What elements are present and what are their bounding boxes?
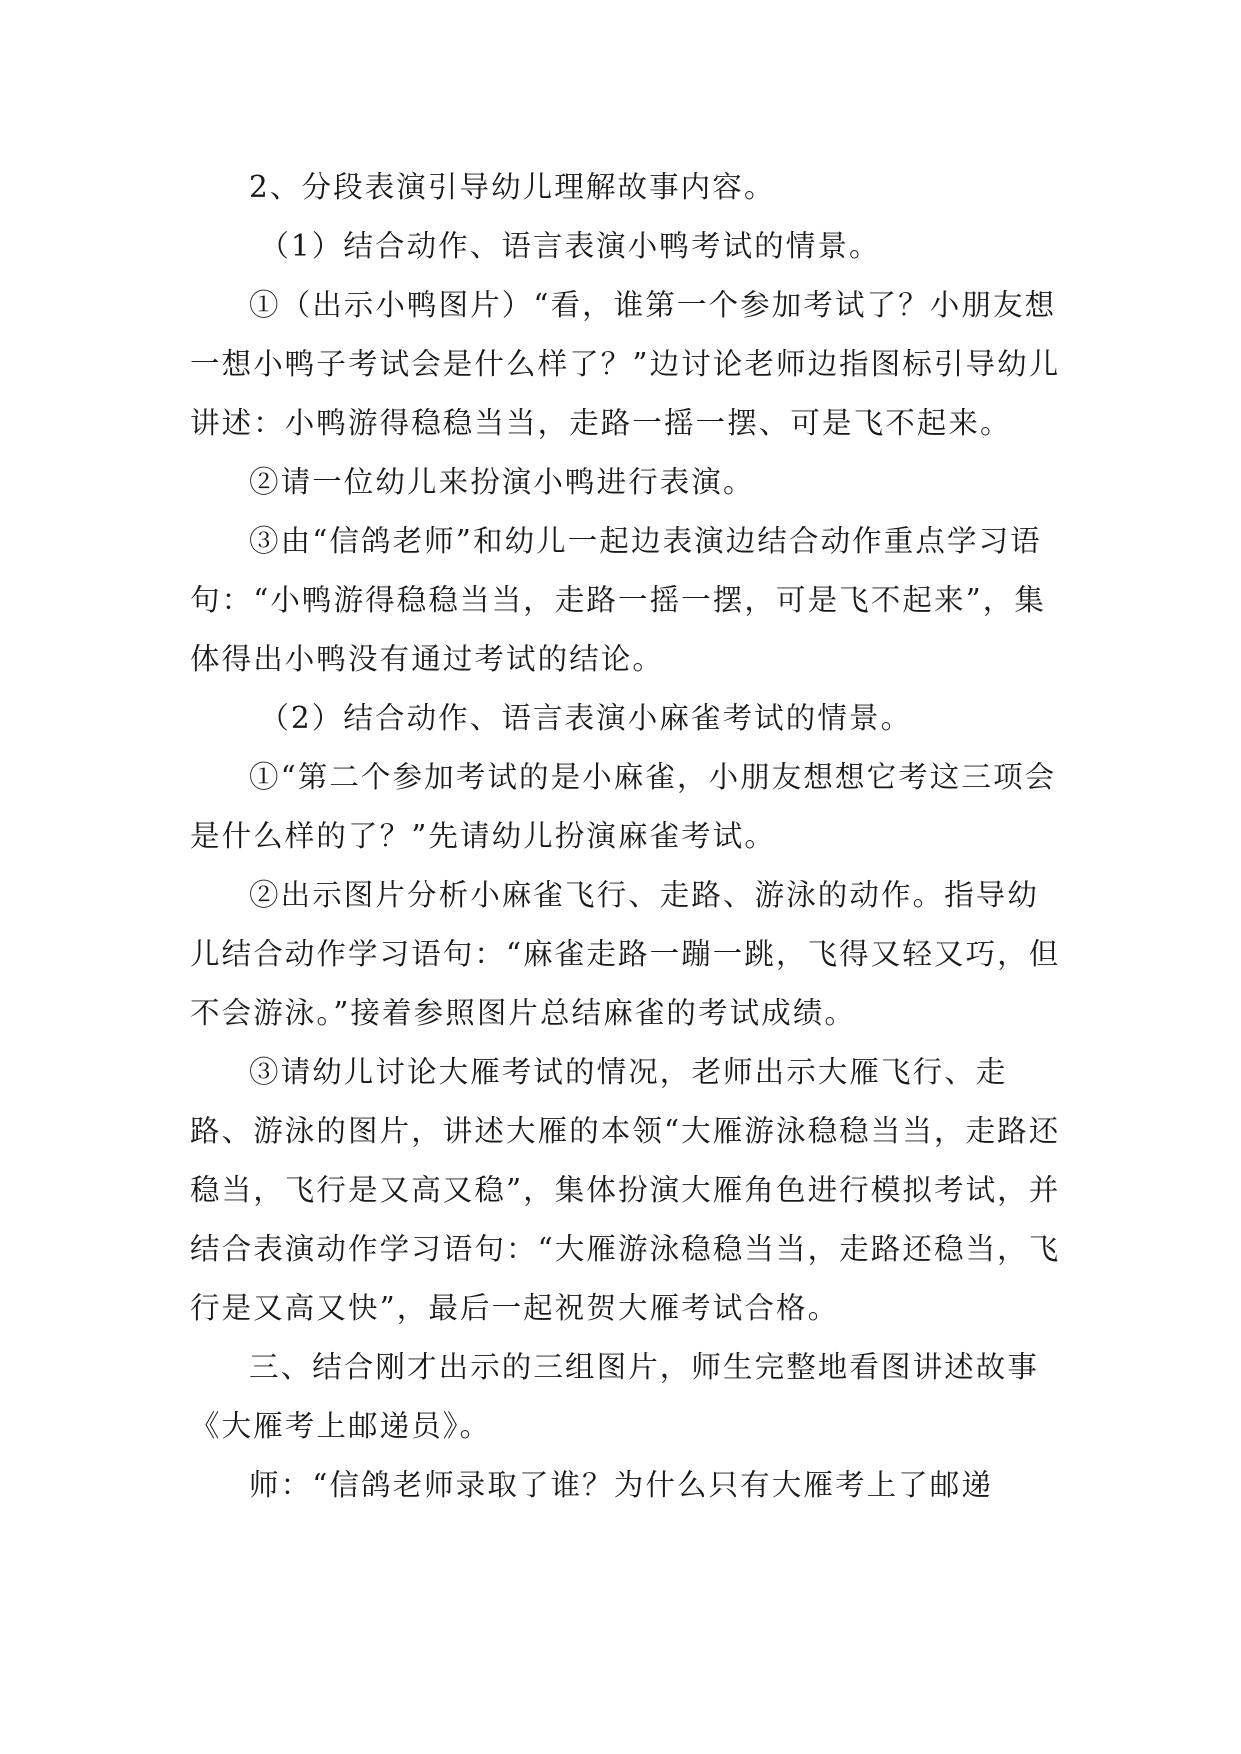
paragraph-duck-step-2: ②请一位幼儿来扮演小鸭进行表演。 [249,465,755,499]
paragraph-sparrow-step-2: ②出示图片分析小麻雀飞行、走路、游泳的动作。指导幼儿结合动作学习语句：“麻雀走路一蹦一跳，飞得又轻又巧，但不会游泳。”接着参照图片总结麻雀的考试成绩。 [190,878,1061,1030]
body-text [190,158,1070,1515]
paragraph-duck-heading: （1）结合动作、语言表演小鸭考试的情景。 [259,229,881,263]
paragraph-duck-step-3: ③由“信鸽老师”和幼儿一起边表演边结合动作重点学习语句：“小鸭游得稳稳当当，走路一摇一摆，可是飞不起来”，集体得出小鸭没有通过考试的结论。 [190,524,1046,676]
paragraph-goose-step-3: ③请幼儿讨论大雁考试的情况，老师出示大雁飞行、走路、游泳的图片，讲述大雁的本领“大雁游泳稳稳当当，走路还稳当，飞行是又高又稳”，集体扮演大雁角色进行模拟考试，并结合表演动作学习语句：“大雁游泳稳稳当当，走路还稳当，飞行是又高又快”，最后一起祝贺大雁考试合格。 [190,1055,1061,1325]
paragraph-sparrow-heading: （2）结合动作、语言表演小麻雀考试的情景。 [259,701,913,735]
paragraph-sparrow-step-1: ①“第二个参加考试的是小麻雀，小朋友想想它考这三项会是什么样的了？”先请幼儿扮演麻雀考试。 [190,760,1057,853]
paragraph-duck-step-1: ①（出示小鸭图片）“看，谁第一个参加考试了？小朋友想一想小鸭子考试会是什么样了？”边讨论老师边指图标引导幼儿讲述：小鸭游得稳稳当当，走路一摇一摆、可是飞不起来。 [190,288,1061,440]
paragraph-section-2-heading: 2、分段表演引导幼儿理解故事内容。 [249,170,776,204]
paragraph-teacher-question: 师：“信鸽老师录取了谁？为什么只有大雁考上了邮递 [249,1468,993,1502]
paragraph-section-3: 三、结合刚才出示的三组图片，师生完整地看图讲述故事《大雁考上邮递员》。 [190,1350,1040,1443]
